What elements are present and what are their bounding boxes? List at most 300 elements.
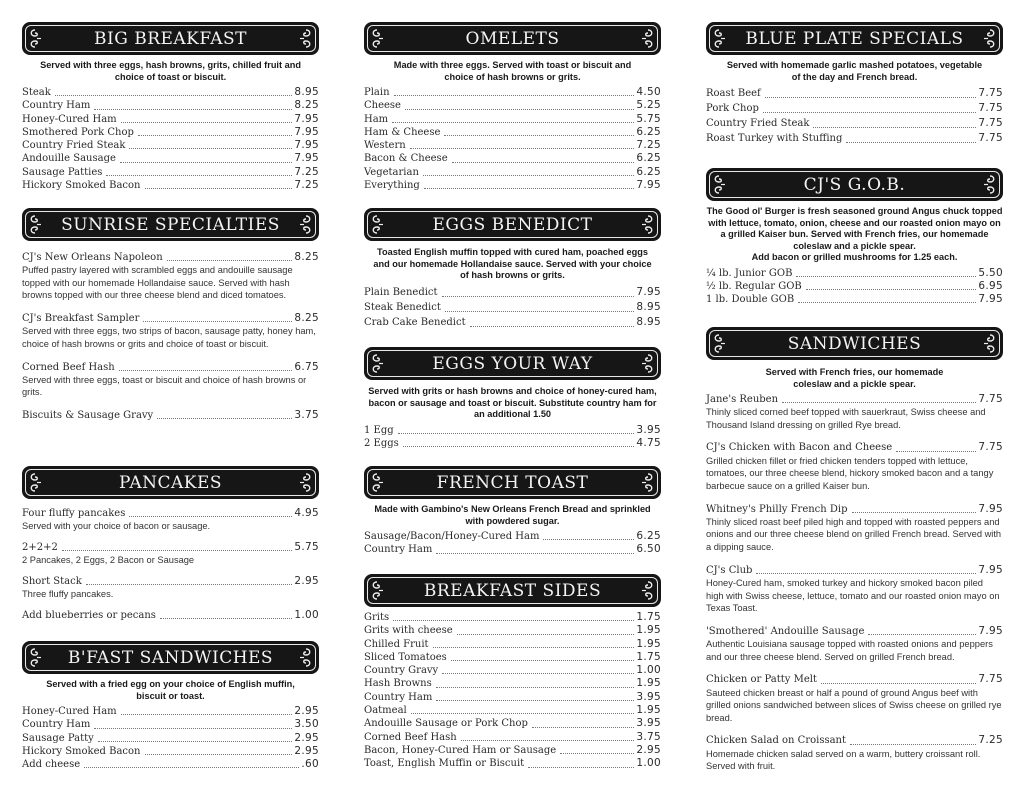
item-price: 5.50 (978, 266, 1003, 279)
item-price: .60 (301, 758, 319, 771)
item-price: 1.00 (636, 757, 661, 770)
menu-item (22, 99, 319, 112)
item-price: 7.75 (978, 87, 1003, 99)
swirl-ornament-icon (712, 28, 726, 49)
item-name: ½ lb. Regular GOB (706, 280, 802, 292)
dot-leader (532, 727, 634, 728)
item-price: 6.25 (636, 125, 661, 138)
item-price: 7.95 (294, 152, 319, 165)
swirl-ornament-icon (983, 174, 997, 195)
item-name: Biscuits & Sausage Gravy (22, 410, 154, 422)
swirl-ornament-icon (28, 28, 42, 49)
item-price: 8.25 (294, 99, 319, 112)
item-price: 3.95 (636, 690, 661, 703)
item-price: 7.75 (978, 393, 1003, 405)
dot-leader (394, 95, 635, 96)
item-price: 7.25 (294, 165, 319, 178)
menu-entry (706, 393, 1003, 431)
item-price: 1.00 (636, 664, 661, 677)
dot-leader (410, 148, 635, 149)
item-name: Steak Benedict (364, 301, 441, 313)
dot-leader (129, 148, 292, 149)
dot-leader (55, 95, 293, 96)
item-price: 2.95 (294, 574, 319, 587)
dot-leader (763, 112, 977, 113)
menu-item (706, 101, 1003, 116)
item-name: Jane's Reuben (706, 394, 779, 405)
section-banner (22, 466, 319, 499)
menu-item (22, 507, 319, 520)
item-name: Pork Chop (706, 103, 759, 114)
section-title: BREAKFAST SIDES (423, 580, 602, 601)
swirl-ornament-icon (299, 28, 313, 49)
item-description: Puffed pastry layered with scrambled eggs and andouille sausage topped with our homemade Hollandaise sauce. Served with hash browns topped with our three cheese blend and diced tomatoes. (22, 265, 293, 301)
item-name: Corned Beef Hash (364, 731, 457, 743)
swirl-ornament-icon (28, 214, 42, 235)
dot-leader (782, 402, 976, 403)
item-description: Grilled chicken fillet or fried chicken tenders topped with lettuce, tomatoes, our three cheese blend, hickory smoked bacon and a tangy barbecue sauce on a grilled Kaiser bun. (706, 455, 994, 491)
dot-leader (94, 728, 292, 729)
menu-item (706, 393, 1003, 406)
dot-leader (436, 700, 634, 701)
item-price: 1.95 (636, 704, 661, 717)
menu-item (706, 293, 1003, 306)
item-name: Western (364, 140, 406, 152)
item-description: Authentic Louisiana sausage topped with roasted onions and peppers and our three cheese blend. Served on grilled French bread. (706, 639, 993, 662)
dot-leader (852, 512, 977, 513)
item-price: 7.25 (294, 179, 319, 192)
menu-item (364, 717, 661, 730)
menu-item (364, 113, 661, 126)
section-title: OMELETS (465, 28, 560, 49)
dot-leader (457, 634, 635, 635)
item-description: Homemade chicken salad served on a warm, buttery croissant roll. Served with fruit. (706, 748, 981, 772)
item-list (22, 704, 319, 771)
section-intro: Made with three eggs. Served with toast or biscuit and choice of hash browns or grits. (393, 60, 632, 82)
dot-leader (756, 573, 976, 574)
menu-entry (706, 564, 1003, 615)
swirl-ornament-icon (370, 353, 384, 374)
section-blue-plate-specials (706, 22, 1003, 146)
section-omelets (364, 22, 661, 192)
section-banner (364, 208, 661, 241)
item-name: 2 Eggs (364, 437, 399, 449)
section-title: EGGS YOUR WAY (432, 353, 593, 374)
item-price: 7.75 (978, 102, 1003, 114)
item-name: 'Smothered' Andouille Sausage (706, 625, 865, 637)
item-price: 8.95 (636, 315, 661, 328)
item-name: Roast Beef (706, 88, 761, 99)
swirl-ornament-icon (712, 174, 726, 195)
item-name: Ham & Cheese (364, 126, 441, 138)
section-banner (364, 347, 661, 380)
menu-item (364, 677, 661, 690)
dot-leader (157, 418, 292, 419)
dot-leader (436, 553, 634, 554)
item-name: Corned Beef Hash (22, 361, 115, 373)
item-price: 6.50 (636, 543, 661, 556)
menu-item (22, 609, 319, 622)
item-name: Honey-Cured Ham (22, 113, 117, 125)
menu-entry (706, 625, 1003, 663)
menu-item (706, 131, 1003, 146)
menu-item (364, 757, 661, 770)
item-description: Thinly sliced corned beef topped with sauerkraut, Swiss cheese and Thousand Island dressing on grilled Rye bread. (706, 407, 986, 430)
menu-item (706, 280, 1003, 293)
item-description: Served with three eggs, two strips of bacon, sausage patty, honey ham, choice of hash browns or grits and choice of toast or biscuit. (22, 326, 316, 349)
menu-item (706, 86, 1003, 101)
menu-entry (706, 441, 1003, 492)
item-name: Country Gravy (364, 665, 439, 677)
menu-item (364, 704, 661, 717)
item-name: Sliced Tomatoes (364, 651, 447, 663)
section-title: PANCAKES (118, 472, 223, 493)
swirl-ornament-icon (641, 353, 655, 374)
dot-leader (850, 744, 976, 745)
menu-entry (22, 507, 319, 533)
menu-item (22, 758, 319, 771)
item-name: 2+2+2 (22, 541, 58, 553)
dot-leader (868, 634, 976, 635)
swirl-ornament-icon (370, 28, 384, 49)
item-price: 7.75 (978, 132, 1003, 144)
item-price: 3.75 (636, 730, 661, 743)
item-name: Country Fried Steak (22, 140, 126, 152)
dot-leader (86, 584, 293, 585)
item-price: 6.25 (636, 152, 661, 165)
menu-item (22, 152, 319, 165)
item-price: 2.95 (294, 744, 319, 757)
section-banner (706, 168, 1003, 201)
item-list (364, 85, 661, 192)
item-price: 6.25 (636, 530, 661, 542)
menu-item (364, 166, 661, 179)
item-price: 1.75 (636, 611, 661, 623)
dot-leader (145, 754, 293, 755)
menu-item (364, 638, 661, 651)
menu-item (22, 166, 319, 179)
section-banner (706, 22, 1003, 55)
item-name: Oatmeal (364, 705, 407, 717)
section-title: BLUE PLATE SPECIALS (745, 28, 964, 49)
menu-item (364, 179, 661, 192)
item-price: 5.75 (636, 112, 661, 125)
item-name: Sausage/Bacon/Honey-Cured Ham (364, 531, 540, 542)
menu-item (22, 732, 319, 745)
item-price: 3.95 (636, 717, 661, 730)
item-name: Honey-Cured Ham (22, 706, 117, 717)
section-intro: Toasted English muffin topped with cured ham, poached eggs and our homemade Hollandaise sauce. Served with your choice of hash browns or grits. (373, 247, 652, 280)
item-price: 2.95 (294, 705, 319, 717)
item-description: 2 Pancakes, 2 Eggs, 2 Bacon or Sausage (22, 555, 195, 566)
section-intro: Served with French fries, our homemade coleslaw and a pickle spear. (765, 367, 944, 389)
dot-leader (560, 753, 634, 754)
item-name: Plain (364, 87, 390, 98)
menu-item (364, 731, 661, 744)
dot-leader (411, 713, 635, 714)
item-list (364, 423, 661, 451)
menu-item (364, 691, 661, 704)
dot-leader (813, 127, 976, 128)
dot-leader (798, 302, 976, 303)
section-intro: Served with grits or hash browns and choice of honey-cured ham, bacon or sausage and toast or biscuit. Substitute country ham for an additional 1.50 (368, 386, 657, 419)
dot-leader (442, 296, 635, 297)
item-name: Hash Browns (364, 678, 432, 690)
item-price: 7.75 (978, 117, 1003, 129)
menu-item (364, 543, 661, 556)
item-name: Country Ham (364, 544, 433, 556)
item-name: CJ's Breakfast Sampler (22, 313, 140, 325)
menu-item (364, 139, 661, 152)
item-price: 4.95 (294, 507, 319, 519)
item-name: Roast Turkey with Stuffing (706, 133, 843, 144)
menu-item (22, 312, 319, 325)
dot-leader (160, 618, 293, 619)
menu-item (706, 734, 1003, 747)
item-name: Grits (364, 612, 390, 623)
item-name: Andouille Sausage (22, 153, 116, 165)
menu-item (364, 285, 661, 300)
dot-leader (461, 740, 635, 741)
item-name: Chilled Fruit (364, 638, 429, 650)
item-name: CJ's Chicken with Bacon and Cheese (706, 442, 893, 454)
item-name: Vegetarian (364, 166, 419, 178)
item-name: Hickory Smoked Bacon (22, 745, 141, 757)
menu-item (22, 409, 319, 422)
section-title: EGGS BENEDICT (432, 214, 593, 235)
dot-leader (393, 620, 634, 621)
section-intro: Served with a fried egg on your choice of English muffin, biscuit or toast. (46, 679, 295, 701)
item-name: Smothered Pork Chop (22, 126, 134, 138)
item-description: Served with your choice of bacon or sausage. (22, 521, 211, 532)
section-banner (364, 574, 661, 607)
item-price: 7.95 (294, 139, 319, 152)
item-description: Served with three eggs, toast or biscuit and choice of hash browns or grits. (22, 374, 307, 398)
item-list (364, 529, 661, 557)
item-price: 5.75 (294, 540, 319, 553)
dot-leader (119, 370, 293, 371)
item-name: Bacon & Cheese (364, 153, 448, 165)
item-price: 7.95 (294, 125, 319, 138)
dot-leader (62, 550, 293, 551)
swirl-ornament-icon (28, 472, 42, 493)
item-price: 7.75 (978, 441, 1003, 454)
section-banner (22, 22, 319, 55)
menu-item (22, 139, 319, 152)
item-name: Grits with cheese (364, 625, 453, 637)
menu-item (22, 361, 319, 374)
item-name: Bacon, Honey-Cured Ham or Sausage (364, 744, 557, 756)
dot-leader (528, 767, 634, 768)
dot-leader (106, 175, 292, 176)
dot-leader (145, 188, 293, 189)
menu-entry (22, 409, 319, 422)
item-price: 1.00 (294, 608, 319, 621)
menu-item (22, 126, 319, 139)
item-price: 6.95 (978, 279, 1003, 292)
section-intro: Served with homemade garlic mashed potatoes, vegetable of the day and French bread. (726, 60, 983, 82)
menu-item (364, 624, 661, 637)
item-list (364, 284, 661, 330)
item-name: Sausage Patties (22, 166, 103, 178)
section-title: BIG BREAKFAST (94, 28, 247, 49)
section-pancakes (22, 466, 319, 632)
section-title: SANDWICHES (787, 333, 922, 354)
dot-leader (846, 142, 976, 143)
dot-leader (405, 109, 634, 110)
section-big-breakfast (22, 22, 319, 192)
section-intro: Made with Gambino's New Orleans French Bread and sprinkled with powdered sugar. (374, 504, 651, 526)
swirl-ornament-icon (299, 214, 313, 235)
item-name: Plain Benedict (364, 286, 438, 298)
item-price: 1.75 (636, 650, 661, 663)
item-price: 4.75 (636, 436, 661, 449)
section-bfast-sandwiches (22, 641, 319, 771)
item-price: 7.95 (978, 502, 1003, 515)
menu-item (706, 267, 1003, 280)
item-description: Three fluffy pancakes. (22, 589, 114, 600)
menu-item (364, 300, 661, 315)
menu-entry (706, 503, 1003, 554)
item-price: 6.75 (294, 360, 319, 373)
item-price: 7.95 (978, 293, 1003, 306)
menu-item (364, 99, 661, 112)
section-title: FRENCH TOAST (436, 472, 589, 493)
section-french-toast (364, 466, 661, 557)
item-name: 1 Egg (364, 424, 394, 436)
item-name: Toast, English Muffin or Biscuit (364, 758, 525, 770)
item-price: 8.25 (294, 312, 319, 325)
item-name: Whitney's Philly French Dip (706, 503, 848, 515)
dot-leader (423, 175, 635, 176)
swirl-ornament-icon (641, 214, 655, 235)
item-name: 1 lb. Double GOB (706, 294, 795, 306)
item-name: Ham (364, 113, 389, 125)
menu-item (364, 611, 661, 624)
dot-leader (129, 516, 292, 517)
section-eggs-benedict (364, 208, 661, 330)
menu-entry (22, 609, 319, 622)
dot-leader (121, 714, 293, 715)
menu-item (22, 86, 319, 99)
section-breakfast-sides (364, 574, 661, 771)
swirl-ornament-icon (299, 647, 313, 668)
item-name: Country Ham (22, 100, 91, 112)
dot-leader (392, 122, 634, 123)
menu-entry (22, 361, 319, 399)
dot-leader (452, 162, 635, 163)
section-title: CJ'S G.O.B. (803, 174, 906, 195)
item-price: 8.95 (636, 300, 661, 313)
item-description: Honey-Cured ham, smoked turkey and hickory smoked bacon piled high with Swiss cheese, lettuce, tomato and our roasted onion mayo on Texas Toast. (706, 577, 1000, 614)
item-name: Chicken or Patty Melt (706, 674, 817, 686)
item-price: 3.50 (294, 718, 319, 731)
item-price: 2.95 (636, 743, 661, 756)
menu-entry (22, 575, 319, 601)
swirl-ornament-icon (299, 472, 313, 493)
item-name: Four fluffy pancakes (22, 508, 126, 519)
item-name: Hickory Smoked Bacon (22, 180, 141, 192)
item-name: Steak (22, 87, 51, 98)
menu-item (22, 575, 319, 588)
item-list (22, 499, 319, 622)
item-name: CJ's New Orleans Napoleon (22, 252, 163, 263)
dot-leader (445, 311, 635, 312)
item-price: 8.25 (294, 251, 319, 263)
dot-leader (94, 109, 292, 110)
menu-item (22, 541, 319, 554)
dot-leader (98, 741, 293, 742)
dot-leader (143, 321, 292, 322)
dot-leader (120, 162, 293, 163)
menu-item (22, 113, 319, 126)
dot-leader (138, 135, 293, 136)
item-price: 7.95 (636, 285, 661, 298)
item-price: 7.25 (636, 139, 661, 152)
menu-item (706, 673, 1003, 686)
item-price: 3.75 (294, 409, 319, 422)
menu-item (706, 564, 1003, 577)
section-eggs-your-way (364, 347, 661, 450)
item-name: Add cheese (22, 759, 81, 771)
menu-item (22, 718, 319, 731)
menu-item (706, 116, 1003, 131)
section-intro-addon: Add bacon or grilled mushrooms for 1.25 each. (751, 252, 958, 262)
item-price: 1.95 (636, 637, 661, 650)
item-name: ¼ lb. Junior GOB (706, 267, 793, 279)
item-price: 3.95 (636, 423, 661, 436)
section-title: SUNRISE SPECIALTIES (61, 214, 280, 235)
menu-item (22, 179, 319, 192)
item-price: 5.25 (636, 99, 661, 112)
item-price: 7.95 (978, 563, 1003, 576)
dot-leader (451, 660, 635, 661)
dot-leader (167, 260, 293, 261)
section-intro: Served with three eggs, hash browns, grits, chilled fruit and choice of toast or biscuit. (40, 60, 301, 82)
swirl-ornament-icon (370, 580, 384, 601)
item-price: 7.95 (636, 179, 661, 192)
item-name: CJ's Club (706, 564, 753, 576)
item-name: Add blueberries or pecans (22, 609, 156, 621)
swirl-ornament-icon (370, 472, 384, 493)
item-list (706, 85, 1003, 146)
item-name: Everything (364, 180, 420, 192)
item-name: Chicken Salad on Croissant (706, 735, 847, 747)
item-list (364, 607, 661, 771)
section-banner (364, 22, 661, 55)
section-banner (364, 466, 661, 499)
item-price: 6.25 (636, 165, 661, 178)
section-cjs-gob (706, 168, 1003, 306)
swirl-ornament-icon (983, 28, 997, 49)
item-name: Country Fried Steak (706, 118, 810, 129)
menu-item (364, 651, 661, 664)
dot-leader (543, 539, 634, 540)
menu-item (364, 126, 661, 139)
dot-leader (398, 433, 635, 434)
dot-leader (896, 451, 976, 452)
swirl-ornament-icon (641, 28, 655, 49)
dot-leader (436, 687, 635, 688)
menu-item (22, 745, 319, 758)
dot-leader (444, 135, 634, 136)
dot-leader (470, 326, 635, 327)
section-intro: The Good ol' Burger is fresh seasoned ground Angus chuck topped with lettuce, tomato, onion, cheese and our roasted onion mayo on a grilled Kaiser bun. Served with French fries, our homemade coleslaw and a pickle spear. (706, 206, 1003, 251)
item-name: Short Stack (22, 575, 82, 587)
menu-entry (22, 541, 319, 567)
item-description: Sauteed chicken breast or half a pound of ground Angus beef with grilled onions sandwiched between slices of Swiss cheese on grilled rye bread. (706, 687, 1002, 723)
item-price: 7.95 (978, 624, 1003, 637)
